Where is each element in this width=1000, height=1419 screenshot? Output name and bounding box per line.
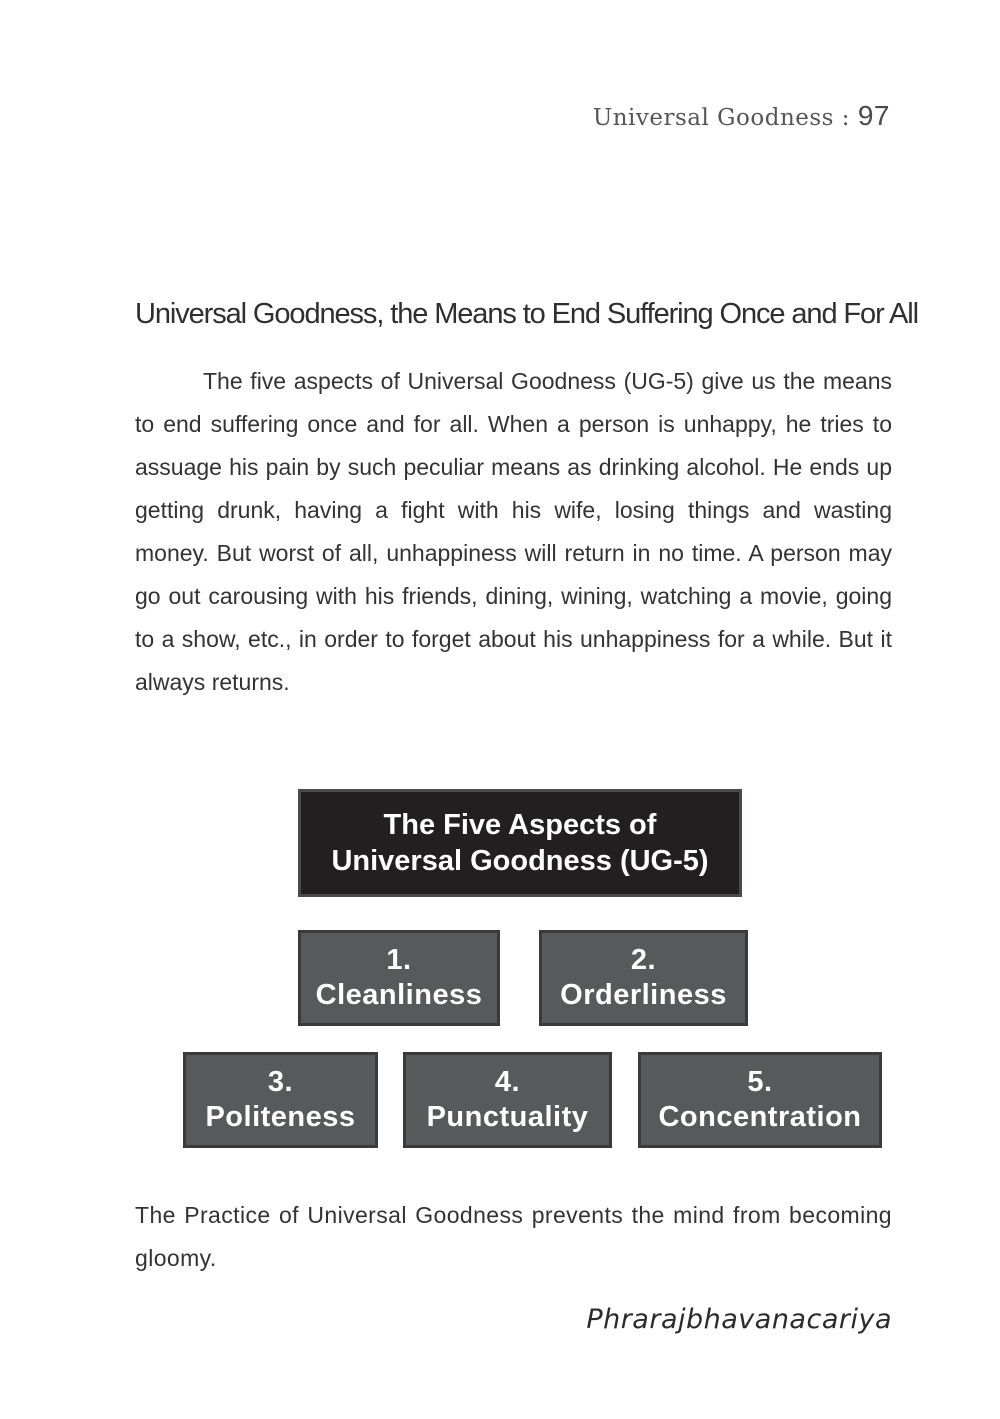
diagram-title-line-2: Universal Goodness (UG-5) (331, 845, 709, 877)
diagram-title-box (298, 789, 742, 897)
aspect-label: Cleanliness (315, 979, 483, 1011)
aspect-number: 3. (267, 1066, 294, 1098)
body-paragraph (135, 360, 892, 704)
section-title: Universal Goodness, the Means to End Suffering Once and For All (135, 298, 918, 330)
author-signature: Phrarajbhavanacariya (586, 1304, 892, 1335)
aspect-box-orderliness (539, 930, 748, 1026)
aspect-number: 1. (386, 944, 412, 976)
diagram-title-line-1: The Five Aspects of (383, 809, 657, 841)
body-paragraph-text: The five aspects of Universal Goodness (UG-5) give us the means to end suffering once and for all. When a person is unhappy, he tries to assuage his pain by such peculiar means as drinking alcohol. He ends up getting drunk, having a fight with his wife, losing things and wasting money. But worst of all, unhappiness will return in no time. A person may go out carousing with his friends, dining, wining, watching a movie, going to a show, etc., in order to forget about his unhappiness for a while. But it always returns. (135, 368, 892, 695)
aspect-label: Politeness (205, 1101, 356, 1133)
running-header (593, 100, 890, 132)
aspect-box-punctuality (403, 1052, 612, 1148)
aspect-label: Concentration (658, 1101, 862, 1133)
closing-sentence: The Practice of Universal Goodness prevents the mind from becoming gloomy. (135, 1202, 892, 1271)
page-number: 97 (857, 100, 890, 131)
aspect-label: Orderliness (560, 979, 727, 1011)
aspect-box-politeness (183, 1052, 378, 1148)
aspect-number: 5. (747, 1066, 773, 1098)
aspect-label: Punctuality (426, 1101, 589, 1133)
aspect-number: 4. (494, 1066, 521, 1098)
running-title: Universal Goodness : (592, 105, 851, 131)
aspect-box-concentration (638, 1052, 882, 1148)
aspect-box-cleanliness (298, 930, 500, 1026)
aspect-number: 2. (630, 944, 657, 976)
